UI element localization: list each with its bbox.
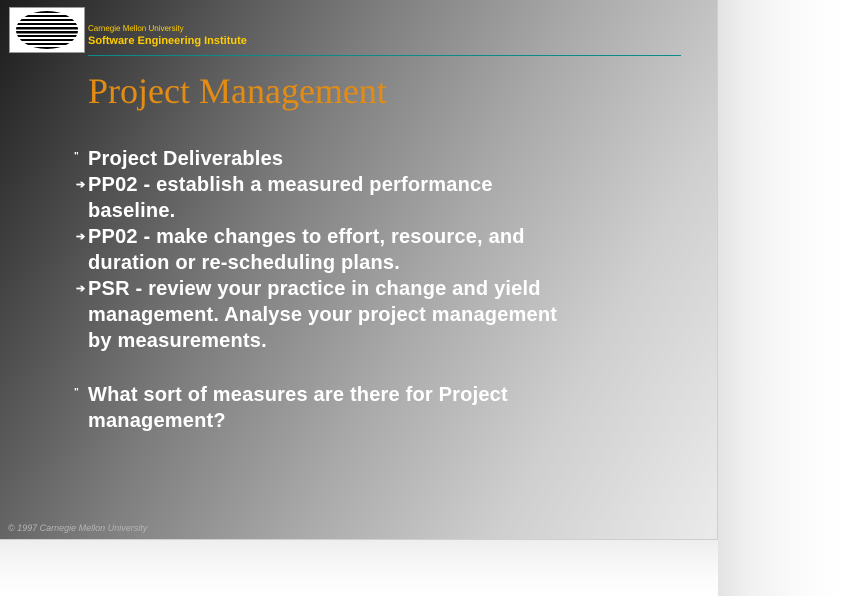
sei-logo [9,7,85,53]
org-name: Carnegie Mellon University [88,24,184,33]
bullet-measures-question-cont: management? [88,410,226,432]
sub-item-pp02-baseline: PP02 - establish a measured performance [88,174,493,196]
bullet-marker: " [74,387,79,398]
sub-item-pp02-baseline-cont: baseline. [88,200,176,222]
sub-item-psr-review-cont: management. Analyse your project management [88,304,558,326]
bullet-marker: " [74,151,79,162]
header-divider [88,55,681,56]
slide-shadow-bottom [0,540,718,596]
sub-item-pp02-changes-cont: duration or re-scheduling plans. [88,252,400,274]
bullet-project-deliverables: Project Deliverables [88,148,284,170]
sub-bullet-arrow-icon: ➔ [76,179,86,191]
sub-item-psr-review-cont2: by measurements. [88,330,267,352]
copyright-footer: © 1997 Carnegie Mellon University [8,523,148,533]
sei-striped-globe-logo-icon [10,8,84,52]
sub-item-psr-review: PSR - review your practice in change and yield [88,278,541,300]
sub-item-pp02-changes: PP02 - make changes to effort, resource, and [88,226,525,248]
bullet-measures-question: What sort of measures are there for Project [88,384,508,406]
slide-title: Project Management [88,71,387,111]
institute-name: Software Engineering Institute [88,35,247,47]
sub-bullet-arrow-icon: ➔ [76,283,86,295]
slide-shadow-right [718,0,842,596]
sub-bullet-arrow-icon: ➔ [76,231,86,243]
